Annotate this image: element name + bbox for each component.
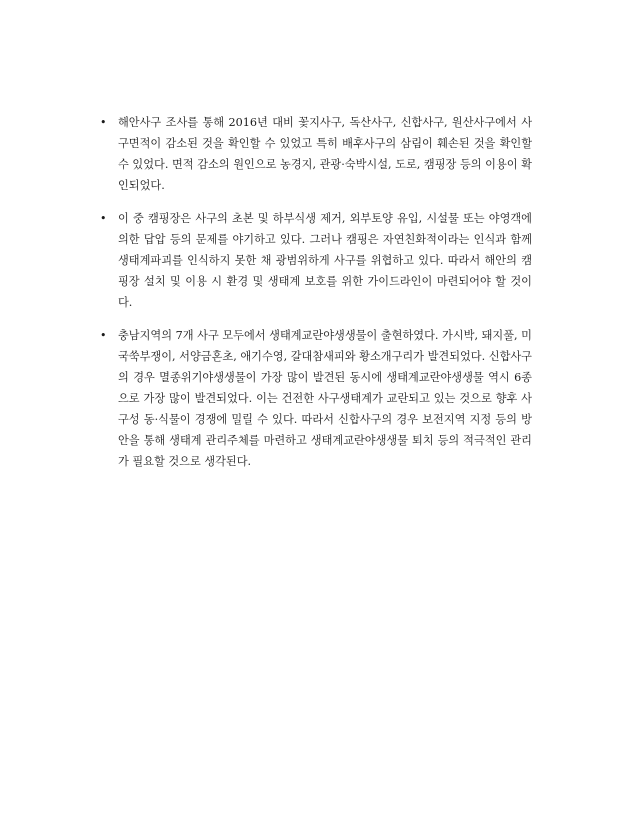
paragraph-text: 이 중 캠핑장은 사구의 초본 및 하부식생 제거, 외부토양 유입, 시설물 또는 야영객에 의한 답압 등의 문제를 야기하고 있다. 그러나 캠핑은 자연친화적이라는 인식과 함께 생태계파괴를 인식하지 못한 채 광범위하게 사구를 위협하고 있다. 따라서 해안의 캠핑장 설치 및 이용 시 환경 및 생태계 보호를 위한 가이드라인이 마련되어야 할 것이다. [118, 212, 532, 309]
bullet-item-3 [100, 325, 532, 472]
paragraph-text: 충남지역의 7개 사구 모두에서 생태계교란야생생물이 출현하였다. 가시박, 돼지풀, 미국쑥부쟁이, 서양금혼초, 애기수영, 갈대참새피와 황소개구리가 발견되었다. 신합사구의 경우 멸종위기야생생물이 가장 많이 발견된 동시에 생태계교란야생생물 역시 6종으로 가장 많이 발견되었다. 이는 건전한 사구생태계가 교란되고 있는 것으로 향후 사구성 동·식물이 경쟁에 밀릴 수 있다. 따라서 신합사구의 경우 보전지역 지정 등의 방안을 통해 생태계 관리주체를 마련하고 생태계교란야생생물 퇴치 등의 적극적인 관리가 필요할 것으로 생각된다. [118, 329, 532, 468]
bullet-icon: • [100, 212, 107, 225]
bullet-icon: • [100, 116, 107, 129]
bullet-item-2 [100, 208, 532, 313]
bullet-item-1 [100, 112, 532, 196]
bullet-icon: • [100, 329, 107, 342]
paragraph-text: 해안사구 조사를 통해 2016년 대비 꽃지사구, 독산사구, 신합사구, 원산사구에서 사구면적이 감소된 것을 확인할 수 있었고 특히 배후사구의 삼림이 훼손된 것을 확인할 수 있었다. 면적 감소의 원인으로 농경지, 관광·숙박시설, 도로, 캠핑장 등의 이용이 확인되었다. [118, 116, 532, 192]
bullet-list [100, 112, 532, 484]
